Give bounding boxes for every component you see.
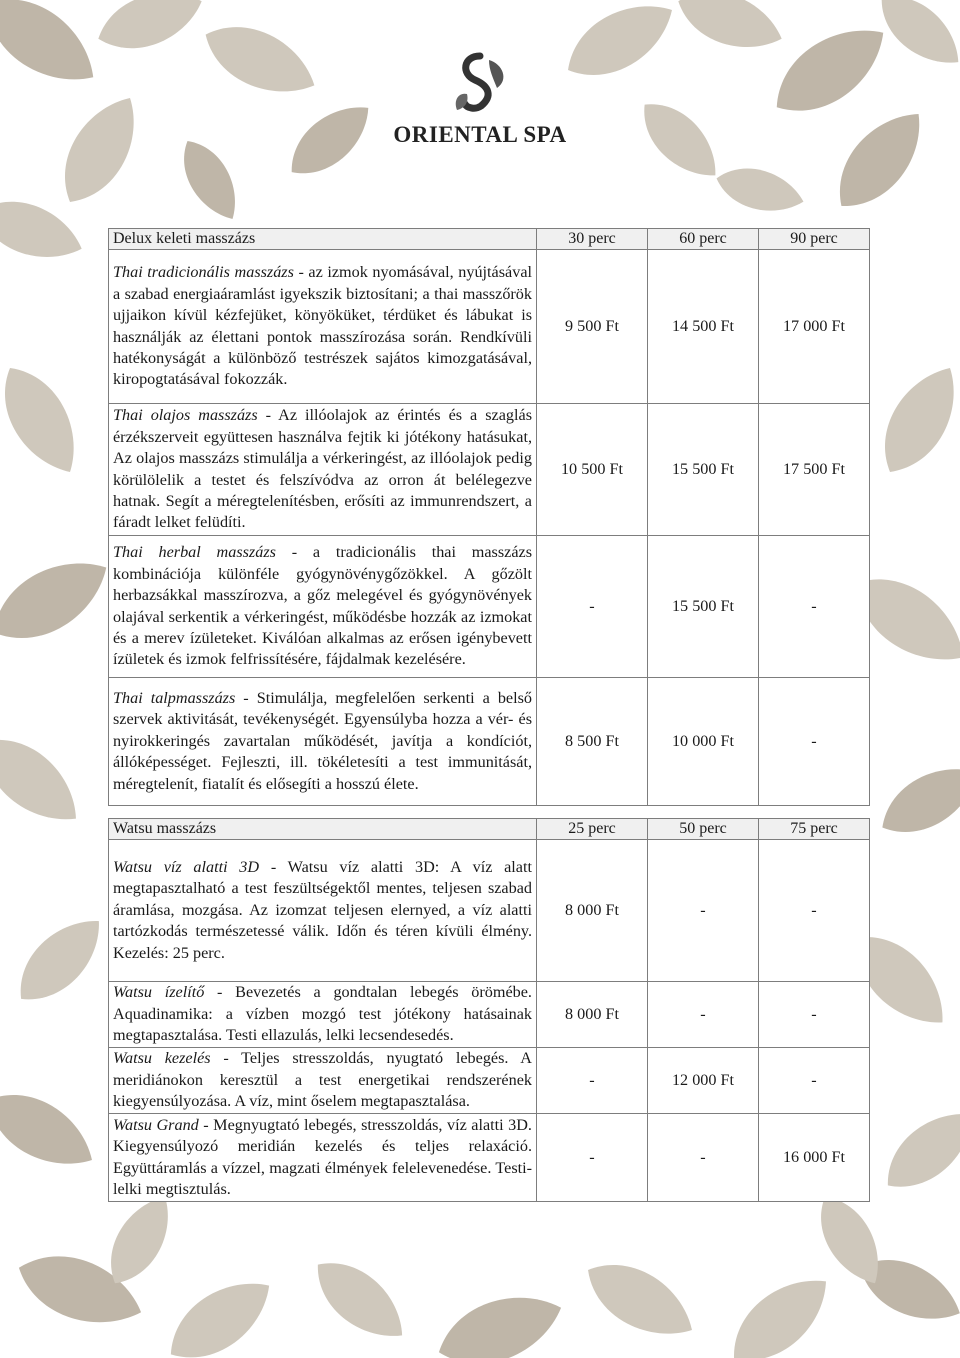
leaf-shape bbox=[0, 721, 93, 839]
treatment-text: - az izmok nyomásával, nyújtásával a szabad energiaáramlást igyekszik biztosítani; a thai masszőrök ujjaikon kívül kézfejüket, könyöküket, térdüket és lábukat is használják az élettani pontok masszírozása során. Rendkívüli hatékonyságát a különböző testrészek sajátos kimozgatásával, kiropogtatásával fokozzák. bbox=[113, 263, 532, 389]
table-row bbox=[109, 404, 870, 536]
leaf-shape bbox=[155, 1264, 284, 1358]
leaf-shape bbox=[0, 188, 90, 271]
table-row bbox=[109, 678, 870, 806]
brand-logo bbox=[380, 50, 580, 160]
treatment-name: Thai tradicionális masszázs bbox=[113, 263, 294, 282]
treatment-description bbox=[109, 1114, 537, 1202]
leaf-shape bbox=[760, 9, 900, 132]
treatment-name: Thai herbal masszázs bbox=[113, 543, 276, 562]
price-cell: - bbox=[648, 840, 759, 982]
price-cell: - bbox=[759, 536, 870, 678]
treatment-text: - Bevezetés a gondtalan lebegés örömébe. Aquadinamika: a vízben mozgó test jótékony hatásainak megtapasztalása. Testi ellazulás, lelki lecsendesedés. bbox=[113, 983, 532, 1045]
leaf-shape bbox=[0, 1077, 105, 1184]
price-cell: 17 500 Ft bbox=[759, 404, 870, 536]
price-cell: - bbox=[759, 840, 870, 982]
leaf-shape bbox=[278, 91, 383, 189]
treatment-description bbox=[109, 678, 537, 806]
table-header-row bbox=[109, 819, 870, 840]
table-row bbox=[109, 536, 870, 678]
duration-header: 30 perc bbox=[537, 229, 648, 250]
duration-header: 60 perc bbox=[648, 229, 759, 250]
price-cell: 14 500 Ft bbox=[648, 250, 759, 404]
price-cell: - bbox=[759, 1048, 870, 1114]
duration-header: 50 perc bbox=[648, 819, 759, 840]
price-cell: 16 000 Ft bbox=[759, 1114, 870, 1202]
leaf-shape bbox=[821, 97, 939, 223]
leaf-shape bbox=[0, 0, 110, 101]
leaf-shape bbox=[867, 355, 960, 486]
leaf-shape bbox=[629, 89, 731, 191]
leaf-shape bbox=[575, 1247, 706, 1354]
section-title: Delux keleti masszázs bbox=[109, 229, 537, 250]
price-cell: 8 000 Ft bbox=[537, 982, 648, 1048]
leaf-shape bbox=[47, 85, 154, 216]
price-cell: 8 500 Ft bbox=[537, 678, 648, 806]
treatment-text: - Stimulálja, megfelelően serkenti a belső szervek aktivitását, tevékenységét. Egyensúlyba hozza a vér- és nyirokkeringés zavartalan működését, javítja a kondíciót, állóképességet. Fejleszti, ill. tökéletesíti a test immunitását, méregtelenít, fiatalít és elősegíti a hosszú élete. bbox=[113, 688, 533, 793]
price-cell: - bbox=[759, 678, 870, 806]
treatment-name: Thai olajos masszázs bbox=[113, 406, 258, 425]
leaf-shape bbox=[670, 0, 790, 62]
treatment-name: Watsu ízelítő bbox=[113, 983, 205, 1002]
leaf-shape bbox=[302, 1246, 418, 1354]
leaf-shape bbox=[872, 1096, 960, 1204]
treatment-text: - a tradicionális thai masszázs kombinációja különféle gyógynövénygőzökkel. A gőzölt herbazsákkal masszírozva, a gőz melegével és gyógynövények olajával serkentik a vérkeringést, működésbe hozzák az izmokat és a merev ízületeket. Kiválóan alkalmas az erősen igénybevett ízületek és izmok felfrissítésére, fájdalmak kezelésére. bbox=[113, 543, 532, 669]
treatment-name: Thai talpmasszázs bbox=[113, 688, 236, 707]
leaf-shape bbox=[194, 10, 325, 109]
price-cell: 12 000 Ft bbox=[648, 1048, 759, 1114]
delux-massage-price-table bbox=[108, 228, 870, 806]
price-cell: 15 500 Ft bbox=[648, 536, 759, 678]
treatment-text: - Az illóolajok az érintés és a szaglás érzékszerveit együttesen használva fejtik ki jótékony hatásukat, Az olajos masszázs stimulálja a vérkeringést, az illóolajok pedig körülölelik a testet és felszívódva az orron át belélegezve hatnak. Segít a méregtelenítésben, erősíti az immunrendszert, a fáradt lelket felüdíti. bbox=[113, 406, 532, 532]
treatment-description bbox=[109, 982, 537, 1048]
price-cell: 10 000 Ft bbox=[648, 678, 759, 806]
table-row bbox=[109, 250, 870, 404]
treatment-text: - Watsu víz alatti 3D: A víz alatt megtapasztalható a test feszültségektől mentes, teljesen szabad áramlása, mozgása. Az izomzat teljesen elernyed, a víz alatti tartózkodás természetessé válik. Időn és téren kívüli élmény. Kezelés: 25 perc. bbox=[113, 857, 532, 962]
treatment-name: Watsu víz alatti 3D bbox=[113, 857, 260, 876]
price-cell: - bbox=[537, 1114, 648, 1202]
price-cell: - bbox=[648, 982, 759, 1048]
duration-header: 90 perc bbox=[759, 229, 870, 250]
price-cell: - bbox=[537, 1048, 648, 1114]
watsu-massage-price-table bbox=[108, 818, 870, 1202]
price-cell: 10 500 Ft bbox=[537, 404, 648, 536]
brand-name: ORIENTAL SPA bbox=[393, 122, 567, 147]
treatment-name: Watsu Grand bbox=[113, 1115, 199, 1134]
leaf-shape bbox=[90, 0, 210, 62]
price-cell: 15 500 Ft bbox=[648, 404, 759, 536]
price-cell: 8 000 Ft bbox=[537, 840, 648, 982]
treatment-text: - Megnyugtató lebegés, stresszoldás, víz alatti 3D. Kiegyensúlyozó meridián kezelés és teljes relaxáció. Együttáramlás a vízzel, magzati élmények felelevenedése. Testi-lelki megtisztulás. bbox=[113, 1115, 532, 1198]
treatment-description bbox=[109, 404, 537, 536]
price-cell: - bbox=[648, 1114, 759, 1202]
leaf-shape bbox=[717, 1261, 843, 1358]
s-leaf-logo-icon bbox=[445, 50, 515, 120]
treatment-description bbox=[109, 1048, 537, 1114]
table-row bbox=[109, 1114, 870, 1202]
leaf-shape bbox=[0, 355, 93, 486]
price-cell: 17 000 Ft bbox=[759, 250, 870, 404]
section-title: Watsu masszázs bbox=[109, 819, 537, 840]
table-header-row bbox=[109, 229, 870, 250]
leaf-shape bbox=[171, 131, 250, 228]
leaf-shape bbox=[4, 904, 116, 1016]
leaf-shape bbox=[429, 1280, 571, 1358]
treatment-name: Watsu kezelés bbox=[113, 1049, 211, 1068]
leaf-shape bbox=[870, 751, 960, 848]
table-row bbox=[109, 1048, 870, 1114]
duration-header: 25 perc bbox=[537, 819, 648, 840]
price-cell: - bbox=[759, 982, 870, 1048]
price-cell: 9 500 Ft bbox=[537, 250, 648, 404]
duration-header: 75 perc bbox=[759, 819, 870, 840]
price-cell: - bbox=[537, 536, 648, 678]
treatment-description bbox=[109, 536, 537, 678]
treatment-description bbox=[109, 840, 537, 982]
leaf-shape bbox=[0, 542, 121, 658]
leaf-shape bbox=[711, 159, 808, 220]
table-row bbox=[109, 840, 870, 982]
treatment-description bbox=[109, 250, 537, 404]
table-row bbox=[109, 982, 870, 1048]
treatment-text: - Teljes stresszoldás, nyugtató lebegés. A meridiánokon keresztül a test energetikai rendszerének kiegyensúlyozása. A víz, mint őselem megtapasztalása. bbox=[113, 1049, 532, 1111]
